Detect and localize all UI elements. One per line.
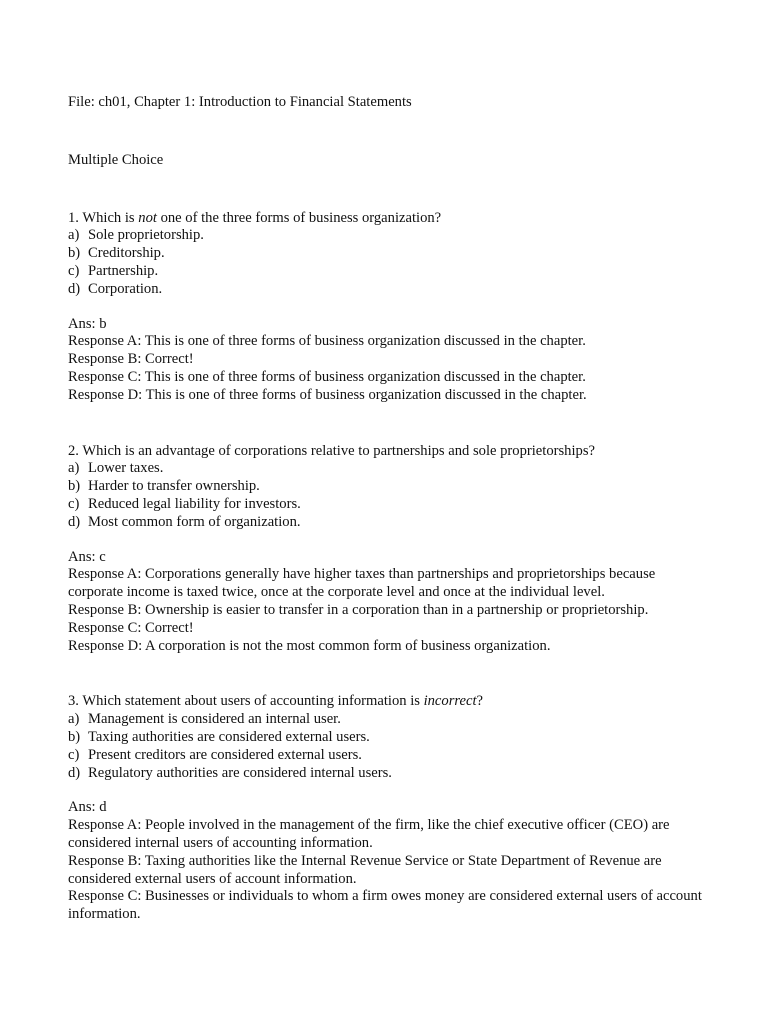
file-heading: File: ch01, Chapter 1: Introduction to Financial Statements	[68, 94, 412, 110]
option: b) Taxing authorities are considered external users.	[68, 728, 370, 745]
response: Response C: This is one of three forms of business organization discussed in the chapter.	[68, 368, 586, 385]
option: a) Sole proprietorship.	[68, 227, 204, 244]
response: Response C: Correct!	[68, 619, 194, 636]
question-3	[68, 693, 708, 924]
question-1-answer	[68, 316, 708, 405]
question-1-text: 1. Which is not one of the three forms of business organization?	[68, 209, 442, 226]
option: b) Creditorship.	[68, 245, 165, 262]
response: Response B: Taxing authorities like the Internal Revenue Service or State Department of Revenue are considered external users of account information.	[68, 852, 662, 887]
option: a) Management is considered an internal user.	[68, 711, 341, 728]
response: Response C: Businesses or individuals to whom a firm owes money are considered external users of account information.	[68, 888, 702, 923]
question-2-options	[68, 460, 708, 531]
response: Response B: Ownership is easier to transfer in a corporation than in a partnership or proprietorship.	[68, 601, 649, 618]
response: Response A: People involved in the management of the firm, like the chief executive officer (CEO) are considered internal users of accounting information.	[68, 817, 670, 851]
option: c) Partnership.	[68, 262, 159, 279]
document-page	[68, 94, 708, 924]
option: a) Lower taxes.	[68, 460, 164, 477]
question-3-emphasis: incorrect	[423, 693, 477, 710]
question-3-text: 3. Which statement about users of accounting information is incorrect?	[68, 693, 484, 710]
question-3-options	[68, 711, 708, 782]
response: Response A: This is one of three forms of business organization discussed in the chapter.	[68, 333, 586, 350]
question-1-emphasis: not	[138, 209, 157, 226]
option: b) Harder to transfer ownership.	[68, 478, 260, 495]
option: d) Most common form of organization.	[68, 513, 301, 530]
response: Response A: Corporations generally have higher taxes than partnerships and proprietorships because corporate income is taxed twice, once at the corporate level and once at the individual level.	[68, 566, 656, 601]
question-2-text: 2. Which is an advantage of corporations relative to partnerships and sole proprietorships?	[68, 442, 595, 459]
option: c) Reduced legal liability for investors.	[68, 495, 301, 512]
option: d) Regulatory authorities are considered internal users.	[68, 764, 392, 781]
question-1	[68, 210, 708, 405]
response: Response D: A corporation is not the most common form of business organization.	[68, 637, 551, 654]
option: c) Present creditors are considered external users.	[68, 746, 362, 763]
question-1-options	[68, 227, 708, 298]
response: Response B: Correct!	[68, 351, 194, 368]
section-title: Multiple Choice	[68, 151, 164, 168]
question-2-answer	[68, 549, 708, 656]
response: Response D: This is one of three forms of business organization discussed in the chapter.	[68, 386, 587, 403]
question-3-answer	[68, 799, 708, 924]
answer-key: Ans: c	[68, 548, 106, 565]
question-2	[68, 443, 708, 656]
answer-key: Ans: d	[68, 799, 107, 816]
answer-key: Ans: b	[68, 315, 107, 332]
option: d) Corporation.	[68, 280, 163, 297]
